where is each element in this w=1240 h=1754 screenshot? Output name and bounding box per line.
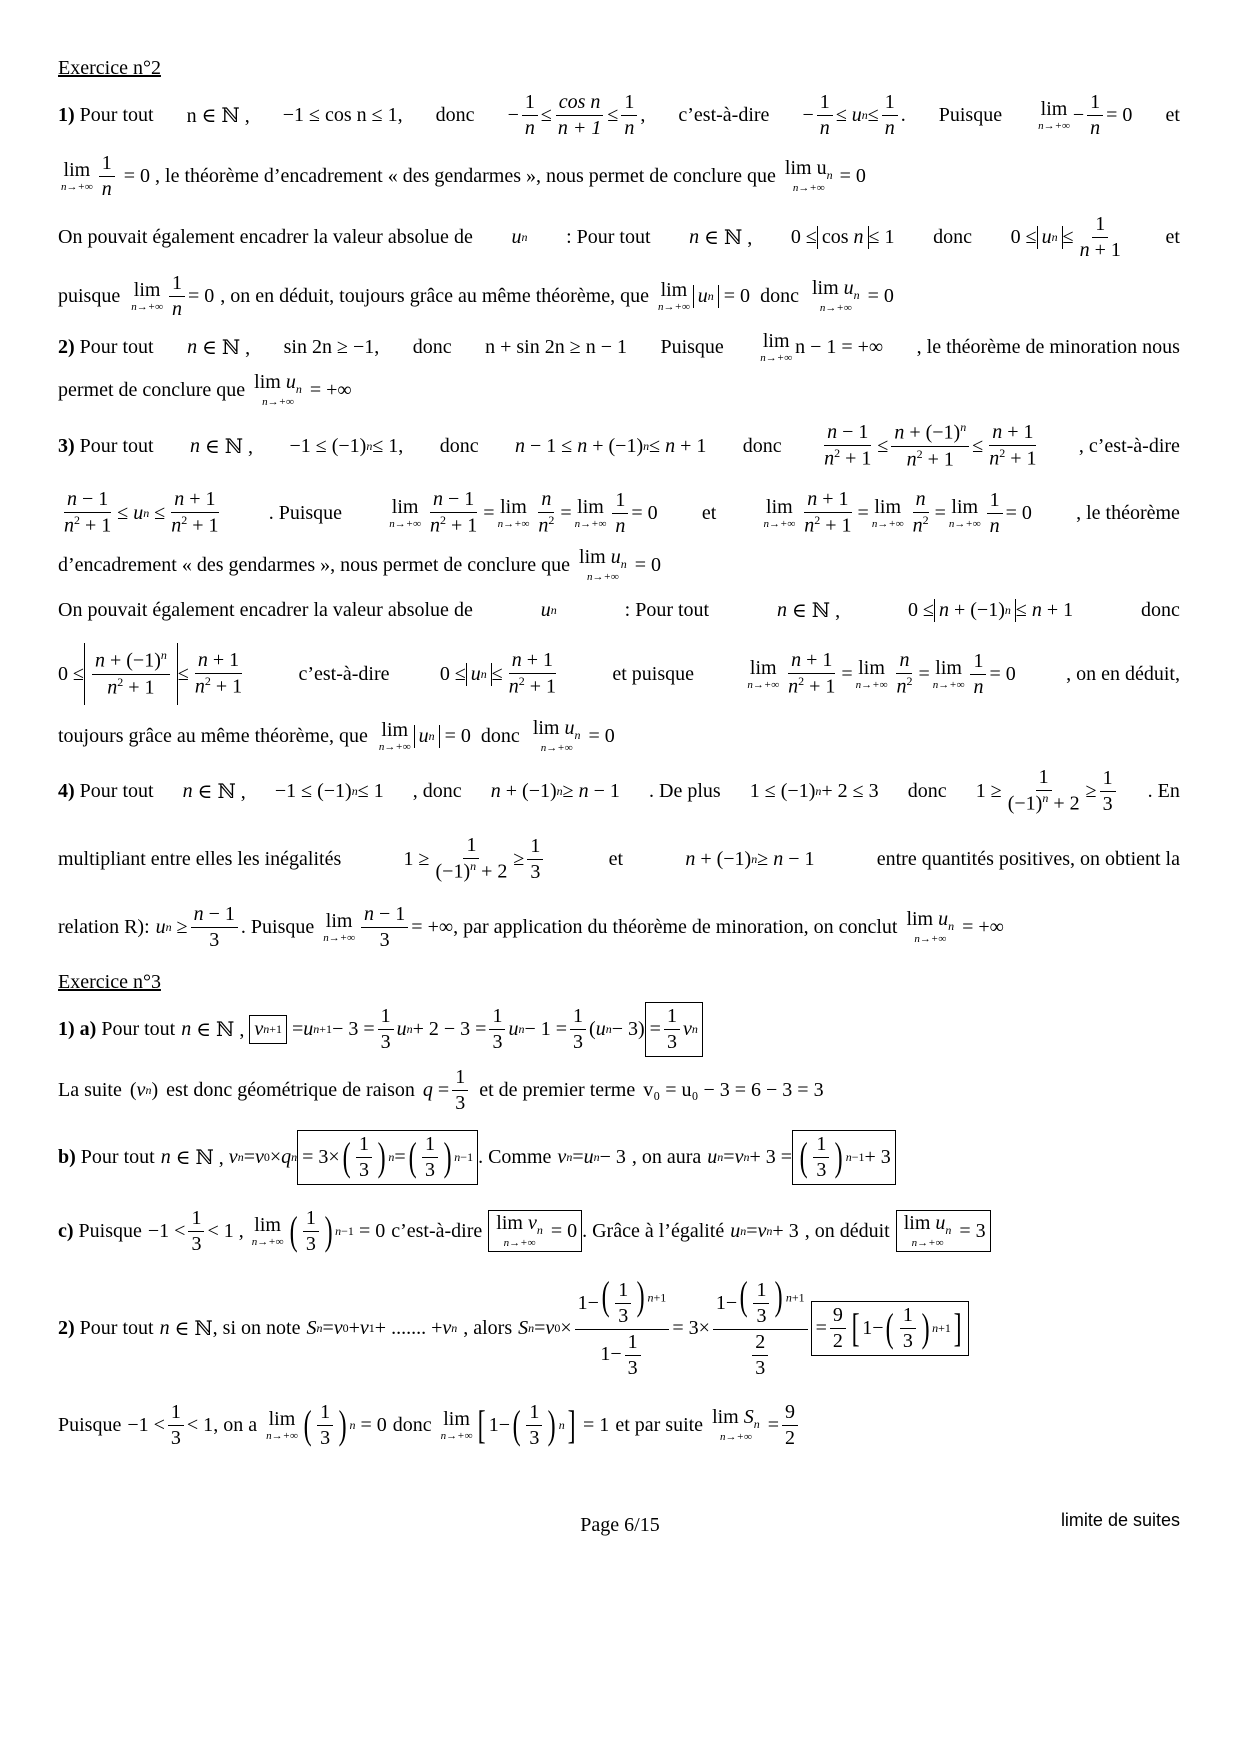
ex2-q1-line2: lim n→+∞ $\frac{1}{n}$ = 0 , le théorème d’encadrement « des gendarmes », nous permet de conclure que $\lim u_n$ n→+∞ = 0 bbox=[61, 151, 866, 200]
ex3-q2b-line: Puisque −1 < $\frac{1}{3}$ < 1 , on a lim n→+∞ ( $\frac{1}{3}$ ) n = 0 donc lim n→+∞ [ 1− ( $\frac{1}{3}$ ) n ] = 1 et par suite $\lim S_n$ n→+∞ = $\frac{9}{2}$ bbox=[58, 1388, 1180, 1462]
page-number: Page 6/15 bbox=[580, 1514, 660, 1536]
ex2-q3-line1: 3) Pour tout n ∈ ℕ , −1 ≤ (−1) n ≤ 1, donc n − 1 ≤ n + (−1) n ≤ n + 1 donc $\frac{n - 1}{n^2 + 1}$ ≤ $\frac{n + (-1)^n}{n^2 + 1}$ ≤ $\frac{n + 1}{n^2 + 1}$ , c’est-à-dire bbox=[58, 419, 1180, 471]
ex2-q2-line2: permet de conclure que $\lim u_n$ n→+∞ = +∞ bbox=[58, 371, 352, 408]
ex2-q2-line1: 2) Pour tout n ∈ ℕ , sin 2n ≥ −1, donc n + sin 2n ≥ n − 1 Puisque lim n→+∞ n − 1 = +∞ , le théorème de minoration nous bbox=[58, 329, 1180, 364]
ex3-q1c-line: c) Puisque −1 < $\frac{1}{3}$ < 1 , lim n→+∞ ( $\frac{1}{3}$ ) n−1 = 0 c’est-à-dire $\lim v_n$ n→+∞ = 0 . Grâce à l’égalité u n = v n + 3 , on déduit $\lim u_n$ n→+∞ = 3 bbox=[58, 1194, 1180, 1268]
ex2-q4-line3: relation R): u n ≥ $\frac{n - 1}{3}$ . Puisque lim n→+∞ $\frac{n - 1}{3}$ = +∞ , par application du théorème de minoration, on conclut $\lim u_n$ n→+∞ = +∞ bbox=[58, 902, 1004, 951]
ex2-q1-alt-line1: On pouvait également encadrer la valeur absolue de u n : Pour tout n ∈ ℕ , 0 ≤ cos n ≤ 1 donc 0 ≤ u n ≤ $\frac{1}{n + 1}$ et bbox=[58, 212, 1180, 261]
ex2-q3-line2: $\frac{n - 1}{n^2 + 1}$ ≤ u n ≤ $\frac{n + 1}{n^2 + 1}$ . Puisque lim n→+∞ $\frac{n - 1}{n^2 + 1}$ = lim n→+∞ $\frac{n}{n^2}$ = lim n→+∞ $\frac{1}{n}$ = 0 et lim n→+∞ $\frac{n + 1}{n^2 + 1}$ = lim n→+∞ $\frac{n}{n^2}$ = lim n→+∞ $\frac{1}{n}$ = 0 , le théorème bbox=[64, 488, 1180, 537]
ex2-q3-alt-line2: 0 ≤ $\frac{n + (-1)^n}{n^2 + 1}$ ≤ $\frac{n + 1}{n^2 + 1}$ c’est-à-dire 0 ≤ u n ≤ $\frac{n + 1}{n^2 + 1}$ et puisque lim n→+∞ $\frac{n + 1}{n^2 + 1}$ = lim n→+∞ $\frac{n}{n^2}$ = lim n→+∞ $\frac{1}{n}$ = 0 , on en déduit, bbox=[58, 634, 1180, 714]
ex3-q2-line: 2) Pour tout n ∈ ℕ , si on note S n = v 0 + v 1 + ....... + v n , alors S n = v 0 × 1−( $\frac{1}{3}$ ) $^{n+1}$ 1− $\frac{1}{3}$ = 3× 1−( $\frac{1}{3}$ ) $^{n+1}$ $\frac{2}{3}$ = $\frac{9}{2}$ [ 1− ( $\frac{1}{3}$ ) n+1 ] bbox=[58, 1268, 1180, 1388]
ex2-q4-line1: 4) Pour tout n ∈ ℕ , −1 ≤ (−1) n ≤ 1 , donc n + (−1) n ≥ n − 1 . De plus 1 ≤ (−1) n + 2 ≤ 3 donc 1 ≥ $\frac{1}{(-1)^n + 2}$ ≥ $\frac{1}{3}$ . En bbox=[58, 766, 1180, 815]
ex3-q1a-line: 1) a) Pour tout n ∈ ℕ , v n+1 = u n+1 − 3 = $\frac{1}{3}$ u n + 2 − 3 = $\frac{1}{3}$ u n − 1 = $\frac{1}{3}$ ( u n − 3) = $\frac{1}{3}$ v n bbox=[58, 998, 1180, 1060]
math-inequality: − $\frac{1}{n}$ ≤ u n ≤ $\frac{1}{n}$ . bbox=[802, 90, 906, 139]
document-page bbox=[58, 52, 1180, 1462]
ex3-geometric-line: La suite ( v n ) est donc géométrique de raison q = $\frac{1}{3}$ et de premier terme v₀ = u₀ − 3 = 6 − 3 = 3 bbox=[58, 1065, 824, 1114]
footer-tag: limite de suites bbox=[1060, 1510, 1180, 1530]
ex2-q3-alt-line3: toujours grâce au même théorème, que lim n→+∞ u n = 0 donc $\lim u_n$ n→+∞ = 0 bbox=[58, 717, 615, 754]
math-inequality: − $\frac{1}{n}$ ≤ $\frac{\text{cos n}}{n + 1}$ ≤ $\frac{1}{n}$ , bbox=[507, 90, 646, 139]
exercise-3-title: Exercice n°3 bbox=[58, 970, 161, 993]
ex2-q4-line2: multipliant entre elles les inégalités 1 ≥ $\frac{1}{(-1)^n + 2}$ ≥ $\frac{1}{3}$ et n + (−1) n ≥ n − 1 entre quantités positives, on obtient la bbox=[58, 834, 1180, 883]
ex2-q1-line1: 1) Pour tout n ∈ ℕ , −1 ≤ cos n ≤ 1, donc − $\frac{1}{n}$ ≤ $\frac{\text{cos n}}{n + 1}$ ≤ $\frac{1}{n}$ , c’est-à-dire − $\frac{1}{n}$ ≤ u n ≤ $\frac{1}{n}$ . Puisque lim n→+∞ − $\frac{1}{n}$ = 0 et bbox=[58, 90, 1180, 139]
ex2-q3-line3: d’encadrement « des gendarmes », nous permet de conclure que $\lim u_n$ n→+∞ = 0 bbox=[58, 546, 661, 583]
ex2-q1-alt-line2: puisque lim n→+∞ $\frac{1}{n}$ = 0 , on en déduit, toujours grâce au même théorème, que lim n→+∞ u n = 0 donc $\lim u_n$ n→+∞ = 0 bbox=[58, 271, 894, 320]
ex2-q3-alt-line1: On pouvait également encadrer la valeur absolue de u n : Pour tout n ∈ ℕ , 0 ≤ n + (−1) n ≤ n + 1 donc bbox=[58, 598, 1180, 622]
question-label: 1) bbox=[58, 103, 75, 126]
math-limit: lim n→+∞ − $\frac{1}{n}$ = 0 bbox=[1038, 90, 1133, 139]
exercise-2-title: Exercice n°2 bbox=[58, 56, 161, 79]
ex3-q1b-line: b) Pour tout n ∈ ℕ , v n = v 0 × q n = 3× ( $\frac{1}{3}$ ) n = ( $\frac{1}{3}$ ) n−1 . Comme v n = u n − 3 , on aura u n = v n + 3 = ( $\frac{1}{3}$ ) n−1 + 3 bbox=[58, 1120, 1180, 1194]
